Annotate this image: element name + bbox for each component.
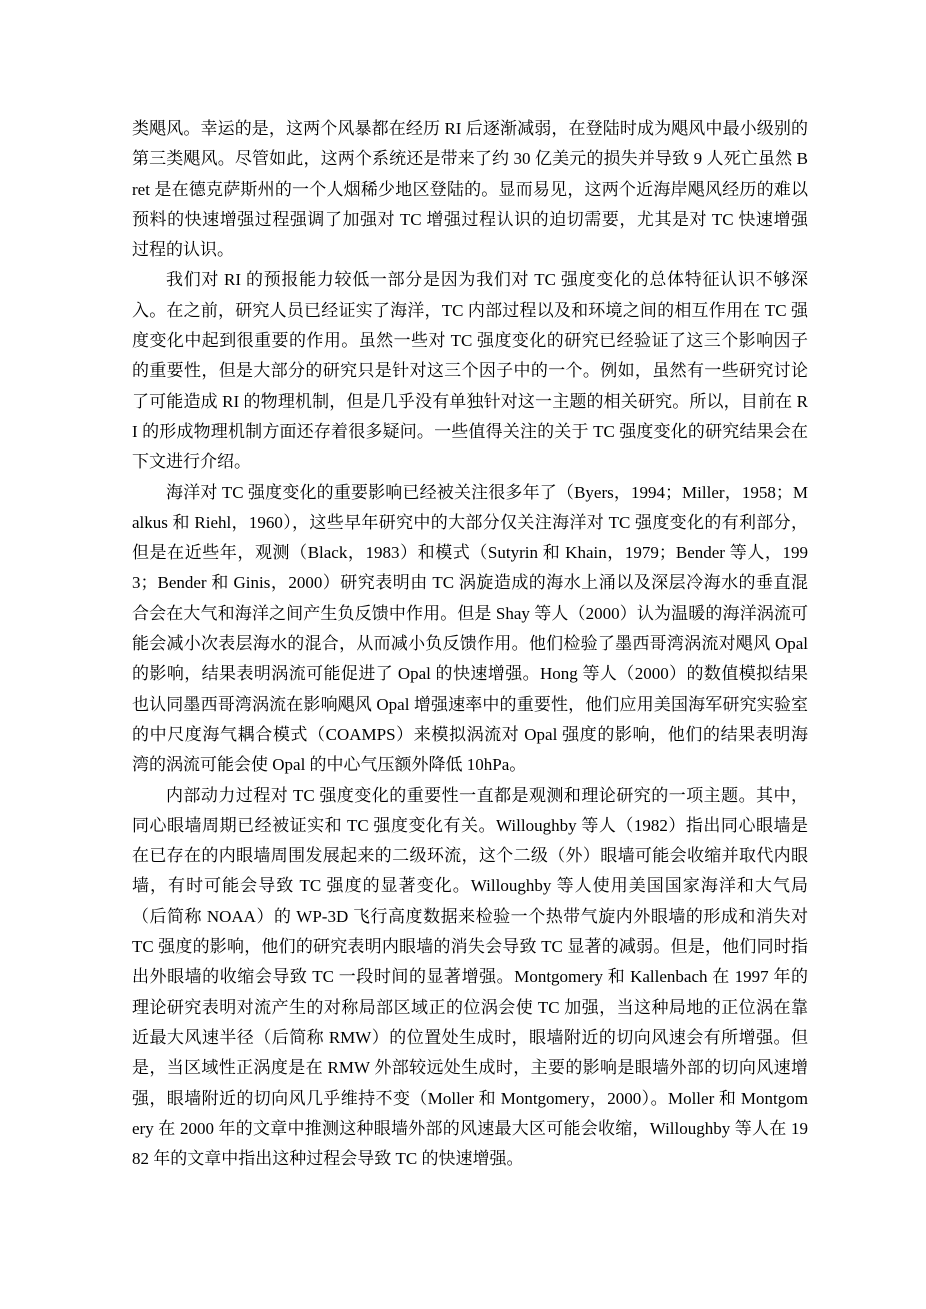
text-line: 度变化中起到很重要的作用。虽然一些对 TC 强度变化的研究已经验证了这三个影响因子 [132,331,808,351]
text-line: 过程的认识。 [132,240,234,260]
document-body [132,114,808,1174]
text-line: 海洋对 TC 强度变化的重要影响已经被关注很多年了（Byers，1994；Miller，1958；M [166,482,808,502]
text-line: alkus 和 Riehl，1960），这些早年研究中的大部分仅关注海洋对 TC 强度变化的有利部分， [132,512,808,532]
text-line: TC 强度的影响，他们的研究表明内眼墙的消失会导致 TC 显著的减弱。但是，他们同时指 [132,937,808,957]
text-line: 在已存在的内眼墙周围发展起来的二级环流，这个二级（外）眼墙可能会收缩并取代内眼 [132,846,808,866]
text-line: 能会减小次表层海水的混合，从而减小负反馈作用。他们检验了墨西哥湾涡流对飓风 Opal [132,634,808,654]
text-line: 湾的涡流可能会使 Opal 的中心气压额外降低 10hPa。 [132,755,527,775]
text-line: ery 在 2000 年的文章中推测这种眼墙外部的风速最大区可能会收缩，Willoughby 等人在 19 [132,1118,808,1138]
text-line: 合会在大气和海洋之间产生负反馈中作用。但是 Shay 等人（2000）认为温暖的海洋涡流可 [132,603,808,623]
text-line: 的重要性，但是大部分的研究只是针对这三个因子中的一个。例如，虽然有一些研究讨论 [132,361,808,381]
text-line: 近最大风速半径（后简称 RMW）的位置处生成时，眼墙附近的切向风速会有所增强。但 [132,1027,808,1047]
text-line: 的影响，结果表明涡流可能促进了 Opal 的快速增强。Hong 等人（2000）的数值模拟结果 [132,664,808,684]
text-line: 预料的快速增强过程强调了加强对 TC 增强过程认识的迫切需要，尤其是对 TC 快速增强 [132,209,808,229]
text-line: 出外眼墙的收缩会导致 TC 一段时间的显著增强。Montgomery 和 Kallenbach 在 1997 年的 [132,967,808,987]
text-line: 墙，有时可能会导致 TC 强度的显著变化。Willoughby 等人使用美国国家海洋和大气局 [132,876,808,896]
text-line: 强，眼墙附近的切向风几乎维持不变（Moller 和 Montgomery，2000）。Moller 和 Montgom [132,1088,808,1108]
text-line: 的中尺度海气耦合模式（COAMPS）来模拟涡流对 Opal 强度的影响，他们的结果表明海 [132,724,808,744]
text-line: 入。在之前，研究人员已经证实了海洋，TC 内部过程以及和环境之间的相互作用在 TC 强 [132,300,808,320]
text-line: 同心眼墙周期已经被证实和 TC 强度变化有关。Willoughby 等人（1982）指出同心眼墙是 [132,815,808,835]
text-line: 下文进行介绍。 [132,452,251,472]
text-line: （后简称 NOAA）的 WP-3D 飞行高度数据来检验一个热带气旋内外眼墙的形成和消失对 [132,906,808,926]
text-line: ret 是在德克萨斯州的一个人烟稀少地区登陆的。显而易见，这两个近海岸飓风经历的难以 [132,179,808,199]
text-line: 是，当区域性正涡度是在 RMW 外部较远处生成时，主要的影响是眼墙外部的切向风速增 [132,1058,808,1078]
text-line: 也认同墨西哥湾涡流在影响飓风 Opal 增强速率中的重要性，他们应用美国海军研究实验室 [132,694,808,714]
text-line: 第三类飓风。尽管如此，这两个系统还是带来了约 30 亿美元的损失并导致 9 人死亡虽然 B [132,149,808,169]
text-line: 我们对 RI 的预报能力较低一部分是因为我们对 TC 强度变化的总体特征认识不够深 [166,270,808,290]
text-line: 理论研究表明对流产生的对称局部区域正的位涡会使 TC 加强，当这种局地的正位涡在靠 [132,997,808,1017]
text-line: 类飓风。幸运的是，这两个风暴都在经历 RI 后逐渐减弱，在登陆时成为飓风中最小级别的 [132,119,808,138]
text-line: 但是在近些年，观测（Black，1983）和模式（Sutyrin 和 Khain，1979；Bender 等人，199 [132,543,808,563]
text-line: 内部动力过程对 TC 强度变化的重要性一直都是观测和理论研究的一项主题。其中， [166,785,808,805]
text-line: I 的形成物理机制方面还存着很多疑问。一些值得关注的关于 TC 强度变化的研究结果会在 [132,421,808,441]
text-line: 82 年的文章中指出这种过程会导致 TC 的快速增强。 [132,1149,524,1169]
text-line: 3；Bender 和 Ginis，2000）研究表明由 TC 涡旋造成的海水上涌以及深层冷海水的垂直混 [132,573,808,593]
text-line: 了可能造成 RI 的物理机制，但是几乎没有单独针对这一主题的相关研究。所以，目前在 R [132,391,808,411]
